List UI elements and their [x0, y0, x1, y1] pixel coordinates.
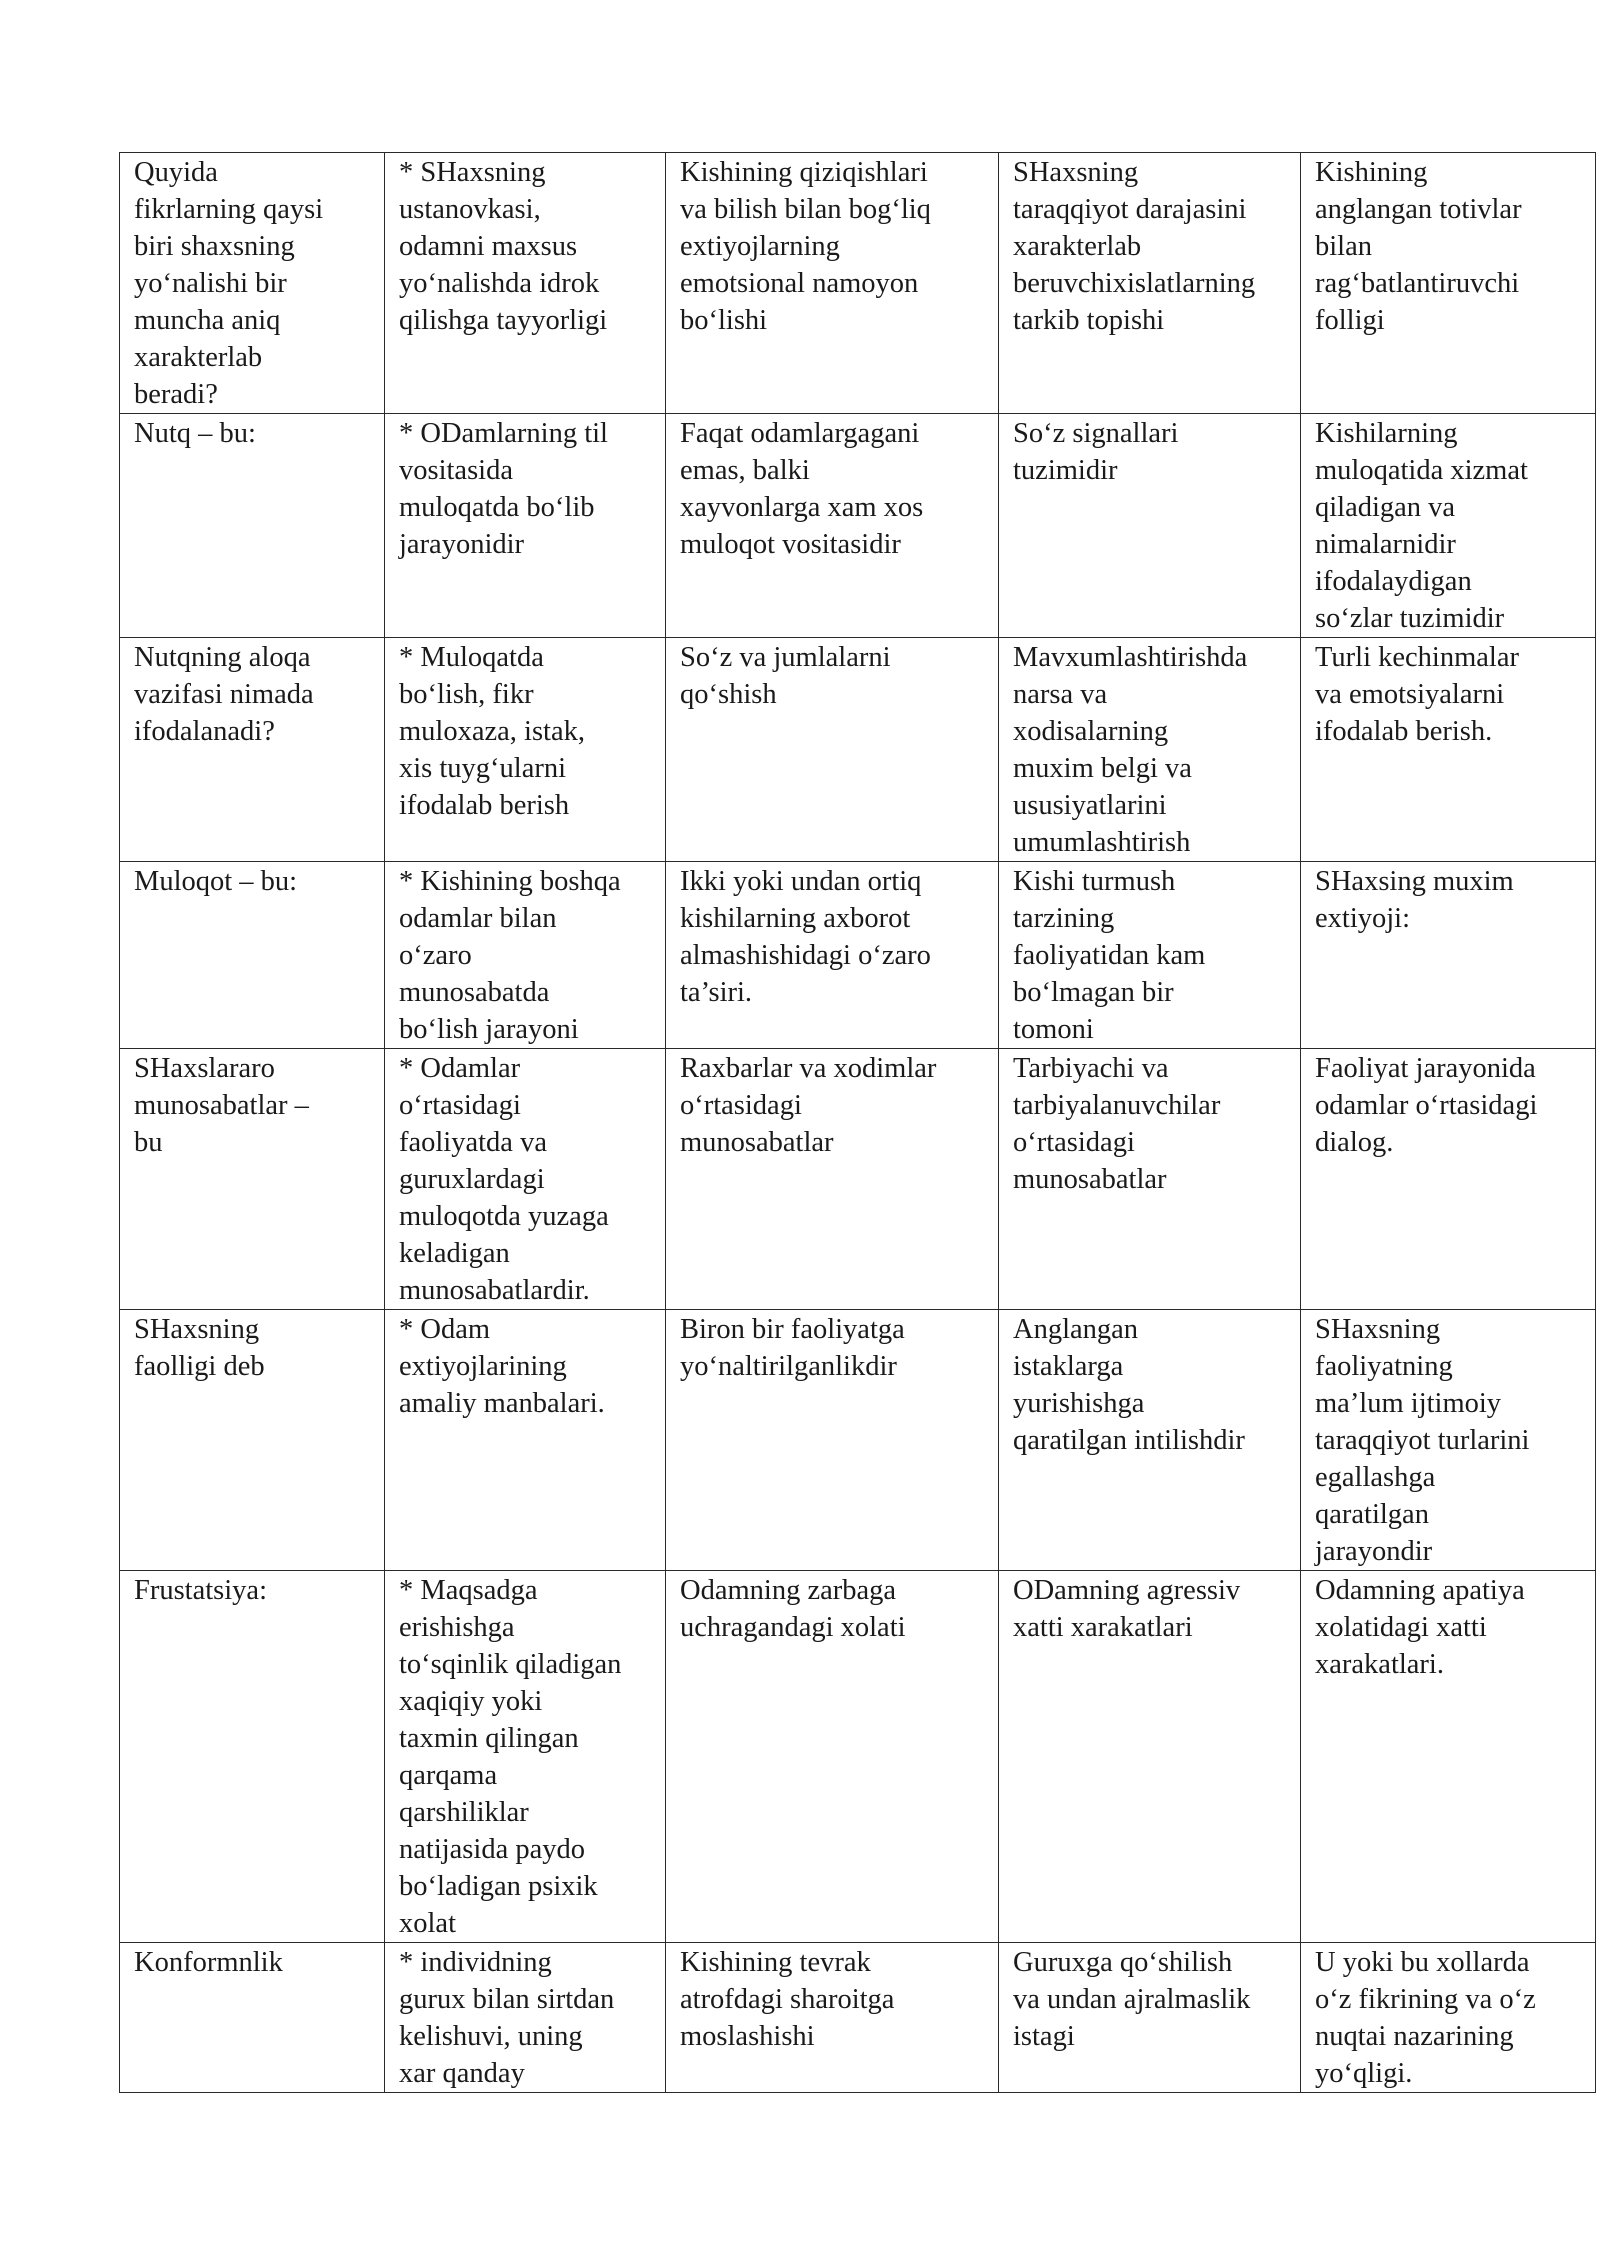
answer-cell: U yoki bu xollarda o‘z fikrining va o‘z nuqtai nazarining yo‘qligi. — [1301, 1943, 1596, 2093]
question-cell: SHaxsning faolligi deb — [120, 1310, 385, 1571]
question-cell: Konformnlik — [120, 1943, 385, 2093]
question-cell: Frustatsiya: — [120, 1571, 385, 1943]
answer-cell: So‘z signallari tuzimidir — [999, 414, 1301, 638]
answer-cell: Turli kechinmalar va emotsiyalarni ifodalab berish. — [1301, 638, 1596, 862]
table-row — [120, 862, 1596, 1049]
answer-cell: Faoliyat jarayonida odamlar o‘rtasidagi dialog. — [1301, 1049, 1596, 1310]
answer-cell-correct: * SHaxsning ustanovkasi, odamni maxsus yo‘nalishda idrok qilishga tayyorligi — [385, 153, 666, 414]
answer-cell: Biron bir faoliyatga yo‘naltirilganlikdir — [666, 1310, 999, 1571]
answer-cell: Odamning apatiya xolatidagi xatti xarakatlari. — [1301, 1571, 1596, 1943]
table-row — [120, 638, 1596, 862]
table-row — [120, 1571, 1596, 1943]
answer-cell: Kishining qiziqishlari va bilish bilan bog‘liq extiyojlarning emotsional namoyon bo‘lishi — [666, 153, 999, 414]
answer-cell: Guruxga qo‘shilish va undan ajralmaslik istagi — [999, 1943, 1301, 2093]
question-cell: Nutqning aloqa vazifasi nimada ifodalanadi? — [120, 638, 385, 862]
answer-cell-correct: * individning gurux bilan sirtdan kelishuvi, uning xar qanday — [385, 1943, 666, 2093]
answer-cell-correct: * Kishining boshqa odamlar bilan o‘zaro munosabatda bo‘lish jarayoni — [385, 862, 666, 1049]
question-cell: SHaxslararo munosabatlar – bu — [120, 1049, 385, 1310]
answer-cell: Raxbarlar va xodimlar o‘rtasidagi munosabatlar — [666, 1049, 999, 1310]
answer-cell: Faqat odamlargagani emas, balki xayvonlarga xam xos muloqot vositasidir — [666, 414, 999, 638]
question-cell: Muloqot – bu: — [120, 862, 385, 1049]
question-cell: Nutq – bu: — [120, 414, 385, 638]
answer-cell: SHaxsning taraqqiyot darajasini xarakterlab beruvchixislatlarning tarkib topishi — [999, 153, 1301, 414]
answer-cell: Kishilarning muloqatida xizmat qiladigan va nimalarnidir ifodalaydigan so‘zlar tuzimidir — [1301, 414, 1596, 638]
answer-cell: SHaxsing muxim extiyoji: — [1301, 862, 1596, 1049]
answer-cell: Mavxumlashtirishda narsa va xodisalarning muxim belgi va ususiyatlarini umumlashtirish — [999, 638, 1301, 862]
answer-cell: Anglangan istaklarga yurishishga qaratilgan intilishdir — [999, 1310, 1301, 1571]
table-row — [120, 1310, 1596, 1571]
answer-cell: Kishi turmush tarzining faoliyatidan kam bo‘lmagan bir tomoni — [999, 862, 1301, 1049]
answer-cell: Odamning zarbaga uchragandagi xolati — [666, 1571, 999, 1943]
answer-cell-correct: * Odamlar o‘rtasidagi faoliyatda va guruxlardagi muloqotda yuzaga keladigan munosabatlardir. — [385, 1049, 666, 1310]
answer-cell: Tarbiyachi va tarbiyalanuvchilar o‘rtasidagi munosabatlar — [999, 1049, 1301, 1310]
table-row — [120, 1943, 1596, 2093]
question-cell: Quyida fikrlarning qaysi biri shaxsning yo‘nalishi bir muncha aniq xarakterlab beradi? — [120, 153, 385, 414]
answer-cell-correct: * ODamlarning til vositasida muloqatda bo‘lib jarayonidir — [385, 414, 666, 638]
quiz-table — [119, 152, 1596, 2093]
answer-cell: ODamning agressiv xatti xarakatlari — [999, 1571, 1301, 1943]
table-row — [120, 1049, 1596, 1310]
answer-cell: Kishining tevrak atrofdagi sharoitga moslashishi — [666, 1943, 999, 2093]
answer-cell-correct: * Maqsadga erishishga to‘sqinlik qiladigan xaqiqiy yoki taxmin qilingan qarqama qarshiliklar natijasida paydo bo‘ladigan psixik xolat — [385, 1571, 666, 1943]
table-row — [120, 414, 1596, 638]
answer-cell: Kishining anglangan totivlar bilan rag‘batlantiruvchi folligi — [1301, 153, 1596, 414]
answer-cell: So‘z va jumlalarni qo‘shish — [666, 638, 999, 862]
answer-cell: SHaxsning faoliyatning ma’lum ijtimoiy taraqqiyot turlarini egallashga qaratilgan jarayondir — [1301, 1310, 1596, 1571]
answer-cell: Ikki yoki undan ortiq kishilarning axborot almashishidagi o‘zaro ta’siri. — [666, 862, 999, 1049]
table-row — [120, 153, 1596, 414]
answer-cell-correct: * Muloqatda bo‘lish, fikr muloxaza, istak, xis tuyg‘ularni ifodalab berish — [385, 638, 666, 862]
answer-cell-correct: * Odam extiyojlarining amaliy manbalari. — [385, 1310, 666, 1571]
